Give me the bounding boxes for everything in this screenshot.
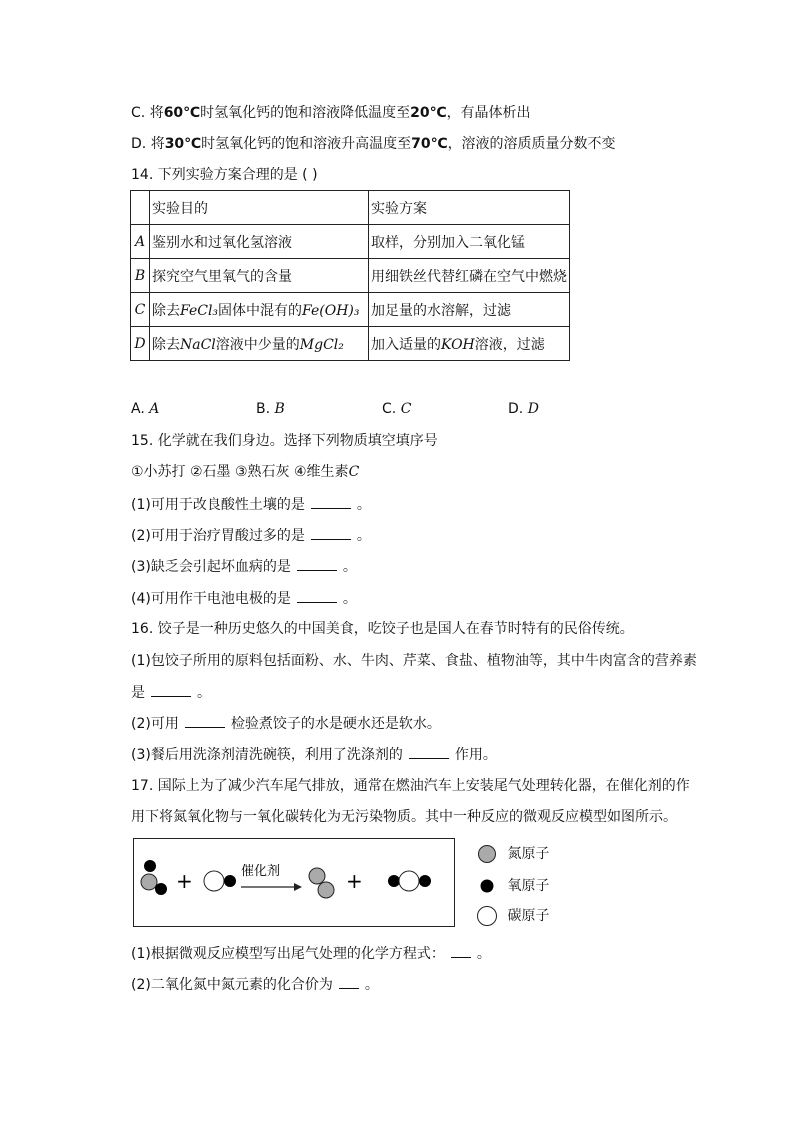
q17-part1: (1)根据微观反应模型写出尾气处理的化学方程式： 。: [131, 946, 491, 962]
q14-option-c[interactable]: C. C: [382, 401, 412, 417]
answer-blank[interactable]: [311, 526, 351, 540]
reaction-model-svg: [134, 839, 454, 926]
formula: MgCl₂: [299, 336, 344, 353]
legend-carbon: 碳原子: [476, 905, 549, 927]
answer-blank[interactable]: [339, 975, 359, 989]
table-row: [131, 225, 570, 259]
row-key: B: [131, 259, 150, 293]
oxygen-atom: [388, 875, 400, 887]
row-plan: 加足量的水溶解，过滤: [369, 293, 570, 327]
reaction-diagram: [133, 838, 455, 927]
no2-molecule: [141, 860, 167, 895]
row-plan: 加入适量的KOH溶液，过滤: [369, 327, 570, 361]
q17-part2: (2)二氧化氮中氮元素的化合价为 。: [131, 977, 379, 993]
table-header-plan: 实验方案: [369, 191, 570, 225]
oxygen-atom-icon: [476, 875, 498, 897]
oxygen-atom: [419, 875, 431, 887]
answer-blank[interactable]: [451, 944, 471, 958]
nitrogen-atom: [318, 882, 334, 898]
formula: Fe(OH)₃: [302, 302, 360, 319]
q16-stem: 16. 饺子是一种历史悠久的中国美食，吃饺子也是国人在春节时特有的民俗传统。: [131, 621, 634, 637]
plus-sign: +: [176, 869, 193, 893]
answer-blank[interactable]: [409, 745, 449, 759]
formula: KOH: [441, 336, 475, 353]
nitrogen-atom: [309, 868, 325, 884]
q16-part1-line1: (1)包饺子所用的原料包括面粉、水、牛肉、芹菜、食盐、植物油等，其中牛肉富含的营养素: [131, 653, 697, 669]
co-molecule: [204, 871, 236, 891]
q16-part1-line2: 是 。: [131, 685, 211, 701]
q15-stem: 15. 化学就在我们身边。选择下列物质填空填序号: [131, 433, 438, 449]
carbon-atom: [399, 871, 419, 891]
carbon-atom-icon: [476, 905, 498, 927]
table-cell: [131, 191, 150, 225]
row-plan: 用细铁丝代替红磷在空气中燃烧: [369, 259, 570, 293]
q16-part2: (2)可用 检验煮饺子的水是硬水还是软水。: [131, 716, 441, 732]
row-key: C: [131, 293, 150, 327]
q14-experiment-table: [130, 190, 570, 361]
table-header-row: [131, 191, 570, 225]
plus-sign: +: [346, 869, 363, 893]
answer-blank[interactable]: [151, 683, 191, 697]
q17-stem-line1: 17. 国际上为了减少汽车尾气排放，通常在燃油汽车上安装尾气处理转化器，在催化剂的作: [131, 778, 690, 794]
q14-option-b[interactable]: B. B: [256, 401, 285, 417]
q15-item-3: (3)缺乏会引起坏血病的是 。: [131, 559, 357, 575]
row-plan: 取样，分别加入二氧化锰: [369, 225, 570, 259]
oxygen-atom: [224, 875, 236, 887]
q15-item-4: (4)可用作干电池电极的是 。: [131, 591, 357, 607]
oxygen-atom: [155, 883, 167, 895]
oxygen-atom: [144, 860, 156, 872]
row-key: D: [131, 327, 150, 361]
row-aim: 除去FeCl₃固体中混有的Fe(OH)₃: [150, 293, 369, 327]
table-row: [131, 293, 570, 327]
q15-choices: ①小苏打 ②石墨 ③熟石灰 ④维生素C: [131, 464, 360, 480]
q15-item-2: (2)可用于治疗胃酸过多的是 。: [131, 528, 371, 544]
q13-option-c: C. 将60℃时氢氧化钙的饱和溶液降低温度至20℃，有晶体析出: [131, 105, 531, 121]
answer-blank[interactable]: [185, 714, 225, 728]
legend-nitrogen: 氮原子: [476, 843, 549, 865]
co2-molecule: [388, 871, 431, 891]
legend-oxygen: 氧原子: [476, 875, 549, 897]
table-header-aim: 实验目的: [150, 191, 369, 225]
q14-option-d[interactable]: D. D: [508, 401, 539, 417]
answer-blank[interactable]: [297, 557, 337, 571]
q16-part3: (3)餐后用洗涤剂清洗碗筷，利用了洗涤剂的 作用。: [131, 747, 497, 763]
nitrogen-atom: [141, 874, 157, 890]
row-aim: 鉴别水和过氧化氢溶液: [150, 225, 369, 259]
answer-blank[interactable]: [311, 495, 351, 509]
formula: NaCl: [180, 336, 216, 353]
nitrogen-atom-icon: [476, 843, 498, 865]
table-row: [131, 259, 570, 293]
q15-item-1: (1)可用于改良酸性土壤的是 。: [131, 497, 371, 513]
q17-stem-line2: 用下将氮氧化物与一氧化碳转化为无污染物质。其中一种反应的微观反应模型如图所示。: [131, 809, 677, 825]
n2-molecule: [309, 868, 334, 898]
answer-blank[interactable]: [297, 589, 337, 603]
row-aim: 除去NaCl溶液中少量的MgCl₂: [150, 327, 369, 361]
carbon-atom: [204, 871, 224, 891]
row-aim: 探究空气里氧气的含量: [150, 259, 369, 293]
q14-stem: 14. 下列实验方案合理的是 ( ): [131, 167, 318, 183]
q13-option-d: D. 将30℃时氢氧化钙的饱和溶液升高温度至70℃，溶液的溶质质量分数不变: [131, 136, 616, 152]
catalyst-label: 催化剂: [241, 864, 281, 879]
table-row: [131, 327, 570, 361]
q14-option-a[interactable]: A. A: [131, 401, 160, 417]
formula: FeCl₃: [180, 302, 219, 319]
arrow-head-icon: [294, 883, 302, 891]
row-key: A: [131, 225, 150, 259]
